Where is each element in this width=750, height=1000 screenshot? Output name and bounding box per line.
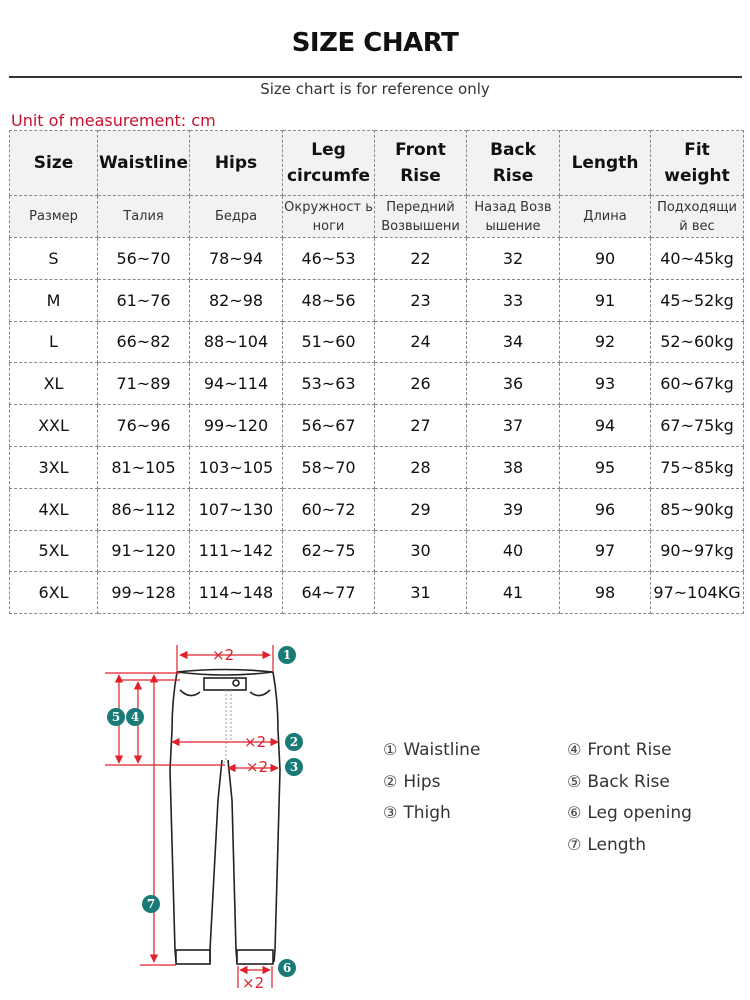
cell-size: XL	[10, 363, 98, 405]
header-ru-leg-circumference: Окружност ь ноги	[283, 196, 375, 238]
cell-length: 95	[560, 446, 651, 488]
header-row-russian	[10, 196, 744, 238]
cell-leg: 46~53	[283, 238, 375, 280]
cell-leg: 51~60	[283, 321, 375, 363]
header-ru-front-rise: Передний Возвышени	[375, 196, 467, 238]
table-row	[10, 238, 744, 280]
cell-size: 5XL	[10, 530, 98, 572]
cell-length: 94	[560, 405, 651, 447]
cell-back-rise: 38	[467, 446, 560, 488]
header-back-rise: Back Rise	[467, 131, 560, 196]
measurement-lines	[105, 645, 278, 988]
cell-back-rise: 32	[467, 238, 560, 280]
cell-front-rise: 28	[375, 446, 467, 488]
cell-back-rise: 34	[467, 321, 560, 363]
cell-front-rise: 29	[375, 488, 467, 530]
cell-size: S	[10, 238, 98, 280]
cell-fit-weight: 90~97kg	[651, 530, 744, 572]
table-row	[10, 405, 744, 447]
header-ru-fit-weight: Подходящи й вес	[651, 196, 744, 238]
cell-fit-weight: 40~45kg	[651, 238, 744, 280]
legend-item-waistline: ① Waistline	[383, 740, 481, 760]
cell-size: 4XL	[10, 488, 98, 530]
waist-multiplier-label: ×2	[212, 646, 235, 664]
cell-front-rise: 30	[375, 530, 467, 572]
leg-opening-multiplier-label: ×2	[242, 974, 265, 992]
cell-back-rise: 37	[467, 405, 560, 447]
cell-size: XXL	[10, 405, 98, 447]
cell-leg: 62~75	[283, 530, 375, 572]
table-row	[10, 530, 744, 572]
cell-back-rise: 41	[467, 572, 560, 614]
cell-waistline: 99~128	[98, 572, 190, 614]
cell-leg: 53~63	[283, 363, 375, 405]
cell-length: 90	[560, 238, 651, 280]
badge-6-icon	[278, 959, 296, 977]
cell-waistline: 81~105	[98, 446, 190, 488]
legend-item-hips: ② Hips	[383, 771, 441, 792]
cell-length: 97	[560, 530, 651, 572]
cell-back-rise: 36	[467, 363, 560, 405]
cell-front-rise: 24	[375, 321, 467, 363]
svg-text:7: 7	[146, 897, 156, 911]
legend-item-thigh: ③ Thigh	[383, 803, 451, 824]
cell-waistline: 71~89	[98, 363, 190, 405]
pants-outline-icon	[170, 670, 280, 965]
badge-3-icon	[285, 758, 303, 776]
header-row-english	[10, 131, 744, 196]
cell-hips: 94~114	[190, 363, 283, 405]
table-row	[10, 363, 744, 405]
cell-size: L	[10, 321, 98, 363]
cell-front-rise: 31	[375, 572, 467, 614]
cell-back-rise: 40	[467, 530, 560, 572]
cell-back-rise: 39	[467, 488, 560, 530]
header-size: Size	[10, 131, 98, 196]
badge-1-icon	[278, 646, 296, 664]
thigh-multiplier-label: ×2	[246, 758, 269, 776]
cell-back-rise: 33	[467, 279, 560, 321]
cell-length: 93	[560, 363, 651, 405]
cell-fit-weight: 45~52kg	[651, 279, 744, 321]
cell-fit-weight: 67~75kg	[651, 405, 744, 447]
cell-leg: 48~56	[283, 279, 375, 321]
reference-note: Size chart is for reference only	[260, 80, 490, 98]
cell-waistline: 66~82	[98, 321, 190, 363]
cell-hips: 103~105	[190, 446, 283, 488]
badge-7-icon	[142, 895, 160, 913]
cell-size: 3XL	[10, 446, 98, 488]
badge-4-icon	[126, 708, 144, 726]
cell-hips: 107~130	[190, 488, 283, 530]
cell-fit-weight: 97~104KG	[651, 572, 744, 614]
cell-waistline: 91~120	[98, 530, 190, 572]
cell-waistline: 61~76	[98, 279, 190, 321]
cell-front-rise: 22	[375, 238, 467, 280]
svg-text:1: 1	[282, 648, 292, 662]
table-row	[10, 279, 744, 321]
unit-label: Unit of measurement: cm	[11, 111, 216, 130]
legend-left	[383, 737, 480, 832]
header-waistline: Waistline	[98, 131, 190, 196]
legend-item-length: ⑦ Length	[567, 834, 646, 855]
header-front-rise: Front Rise	[375, 131, 467, 196]
cell-hips: 82~98	[190, 279, 283, 321]
pants-measurement-diagram	[95, 635, 315, 995]
svg-text:6: 6	[282, 961, 292, 975]
cell-waistline: 76~96	[98, 405, 190, 447]
cell-hips: 88~104	[190, 321, 283, 363]
cell-size: M	[10, 279, 98, 321]
table-row	[10, 446, 744, 488]
cell-leg: 60~72	[283, 488, 375, 530]
cell-front-rise: 23	[375, 279, 467, 321]
header-ru-back-rise: Назад Возв ышение	[467, 196, 560, 238]
legend-item-leg-opening: ⑥ Leg opening	[567, 803, 692, 824]
svg-text:2: 2	[289, 735, 299, 749]
svg-text:5: 5	[111, 710, 121, 724]
header-hips: Hips	[190, 131, 283, 196]
header-ru-waistline: Талия	[98, 196, 190, 238]
header-leg-circumference: Leg circumfe	[283, 131, 375, 196]
cell-hips: 114~148	[190, 572, 283, 614]
legend-item-back-rise: ⑤ Back Rise	[567, 771, 670, 792]
cell-fit-weight: 85~90kg	[651, 488, 744, 530]
cell-leg: 56~67	[283, 405, 375, 447]
cell-size: 6XL	[10, 572, 98, 614]
cell-fit-weight: 60~67kg	[651, 363, 744, 405]
cell-waistline: 86~112	[98, 488, 190, 530]
header-ru-length: Длина	[560, 196, 651, 238]
header-length: Length	[560, 131, 651, 196]
header-ru-size: Размер	[10, 196, 98, 238]
cell-fit-weight: 75~85kg	[651, 446, 744, 488]
legend-item-front-rise: ④ Front Rise	[567, 740, 672, 760]
badge-5-icon	[107, 708, 125, 726]
badge-2-icon	[285, 733, 303, 751]
cell-length: 96	[560, 488, 651, 530]
cell-hips: 78~94	[190, 238, 283, 280]
hips-multiplier-label: ×2	[244, 733, 267, 751]
svg-text:3: 3	[289, 760, 299, 774]
header-fit-weight: Fit weight	[651, 131, 744, 196]
cell-length: 92	[560, 321, 651, 363]
cell-hips: 99~120	[190, 405, 283, 447]
svg-text:4: 4	[130, 710, 140, 724]
cell-front-rise: 27	[375, 405, 467, 447]
page-title: SIZE CHART	[291, 28, 459, 58]
header-ru-hips: Бедра	[190, 196, 283, 238]
table-row	[10, 488, 744, 530]
cell-fit-weight: 52~60kg	[651, 321, 744, 363]
cell-hips: 111~142	[190, 530, 283, 572]
table-row	[10, 572, 744, 614]
cell-leg: 64~77	[283, 572, 375, 614]
table-row	[10, 321, 744, 363]
cell-front-rise: 26	[375, 363, 467, 405]
size-table	[9, 130, 744, 614]
title-divider	[9, 76, 742, 78]
cell-length: 98	[560, 572, 651, 614]
cell-length: 91	[560, 279, 651, 321]
legend-right	[567, 737, 692, 863]
cell-leg: 58~70	[283, 446, 375, 488]
cell-waistline: 56~70	[98, 238, 190, 280]
